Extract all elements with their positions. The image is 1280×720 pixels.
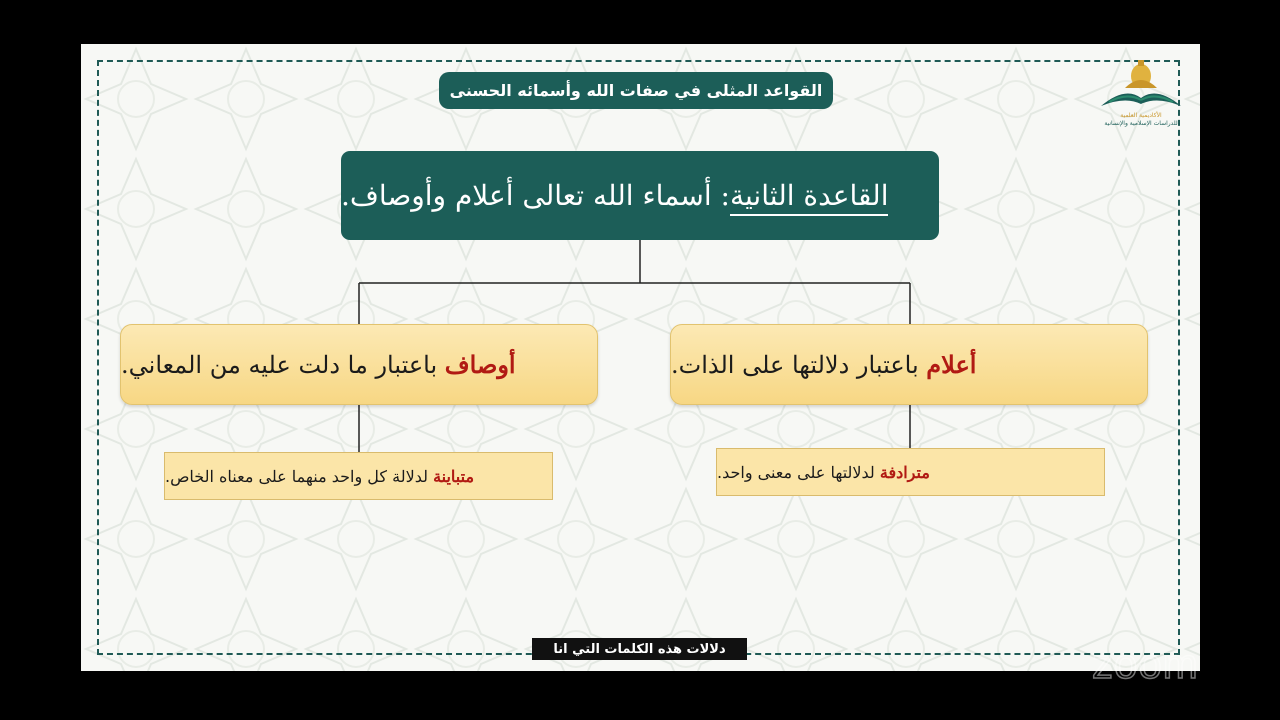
logo-line1: الأكاديمية العلمية bbox=[1120, 112, 1162, 119]
branch-right-text: باعتبار دلالتها على الذات. bbox=[671, 351, 927, 379]
branch-right-box bbox=[670, 324, 1148, 405]
main-rule-prefix: القاعدة الثانية bbox=[730, 179, 889, 216]
branch-left-text: باعتبار ما دلت عليه من المعاني. bbox=[121, 351, 445, 379]
main-rule-box bbox=[341, 151, 939, 240]
main-rule-separator: : bbox=[711, 179, 730, 212]
slide bbox=[81, 44, 1200, 671]
subtitle-caption: دلالات هذه الكلمات التي انا bbox=[532, 638, 747, 660]
branch-right-sub-box bbox=[716, 448, 1105, 496]
main-rule-text: أسماء الله تعالى أعلام وأوصاف. bbox=[341, 179, 712, 212]
branch-left-box bbox=[120, 324, 598, 405]
branch-left-sub-box bbox=[164, 452, 553, 500]
logo-line2: للدراسات الإسلامية والإنسانية bbox=[1104, 120, 1178, 127]
branch-left-keyword: أوصاف bbox=[444, 350, 516, 379]
branch-right-keyword: أعلام bbox=[926, 350, 977, 379]
branch-left-sub-text: لدلالة كل واحد منهما على معناه الخاص. bbox=[165, 466, 434, 486]
branch-left-sub-keyword: متباينة bbox=[433, 466, 475, 486]
header-title: القواعد المثلى في صفات الله وأسمائه الحسنى bbox=[439, 72, 833, 109]
logo-caption bbox=[1086, 112, 1196, 128]
zoom-watermark: zoom bbox=[1092, 640, 1199, 687]
branch-right-sub-text: لدلالتها على معنى واحد. bbox=[717, 462, 880, 482]
branch-right-sub-keyword: مترادفة bbox=[879, 462, 930, 482]
